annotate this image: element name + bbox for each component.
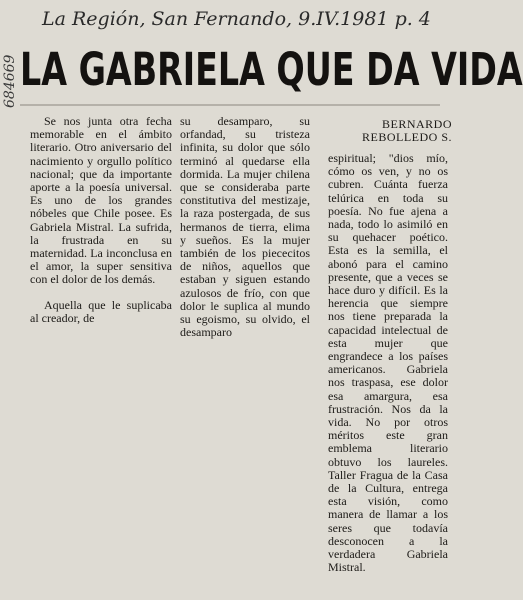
- archive-code: 684669: [2, 54, 18, 108]
- paragraph: Se nos junta otra fecha memorable en el ámbito literario. Otro aniversario del nacimiento y orgullo político nacional; que da importante aporte a la poesía universal. Es uno de los grandes nóbeles que Chile posee. Es Gabriela Mistral. La sufrida, la frustrada en su maternidad. La inconclusa en el amor, la super sensitiva con el dolor de los demás.: [30, 114, 172, 287]
- paragraph: su desamparo, su orfandad, su tristeza infinita, su dolor que sólo terminó al quedarse ella dormida. La mujer chilena que se consideraba parte constitutiva del mestizaje, la raza postergada, de sus hermanos de tierra, elima y sueños. Es la mujer también de los piececitos de niños, aquellos que estaban y siguen estando azulosos de frío, con que dolor le suplica al mundo su egoismo, su olvido, el desamparo: [180, 114, 310, 340]
- article-headline: LA GABRIELA QUE DA VIDA: [20, 43, 523, 96]
- byline-first-name: BERNARDO: [381, 117, 452, 131]
- headline-rule: [20, 104, 440, 106]
- article-column-1: [30, 115, 172, 337]
- article-column-3: [328, 152, 448, 587]
- handwritten-source-note: La Región, San Fernando, 9.IV.1981 p. 4: [42, 8, 431, 30]
- byline-last-name: REBOLLEDO S.: [362, 130, 452, 144]
- article-column-2: [180, 115, 310, 351]
- paragraph: Aquella que le suplicaba al creador, de: [30, 297, 172, 325]
- byline: [332, 118, 452, 144]
- paragraph: espiritual; "dios mío, cómo os ven, y no os cubren. Cuánta fuerza telúrica en toda su poesía. No fue ajena a nada, todo lo asimiló en su quehacer poético. Esta es la semilla, el abonó para el camino presente, que a veces se hace duro y difícil. Es la herencia que siempre nos tiene preparada la capacidad intelectual de esta mujer que engrandece a los países americanos. Gabriela nos traspasa, ese dolor esa amargura, esa frustración. Nos da la vida. No por otros méritos este gran emblema literario obtuvo los laureles. Taller Fragua de la Casa de la Cultura, entrega esta visión, como manera de llamar a los seres que todavía desconocen a la verdadera Gabriela Mistral.: [328, 151, 448, 575]
